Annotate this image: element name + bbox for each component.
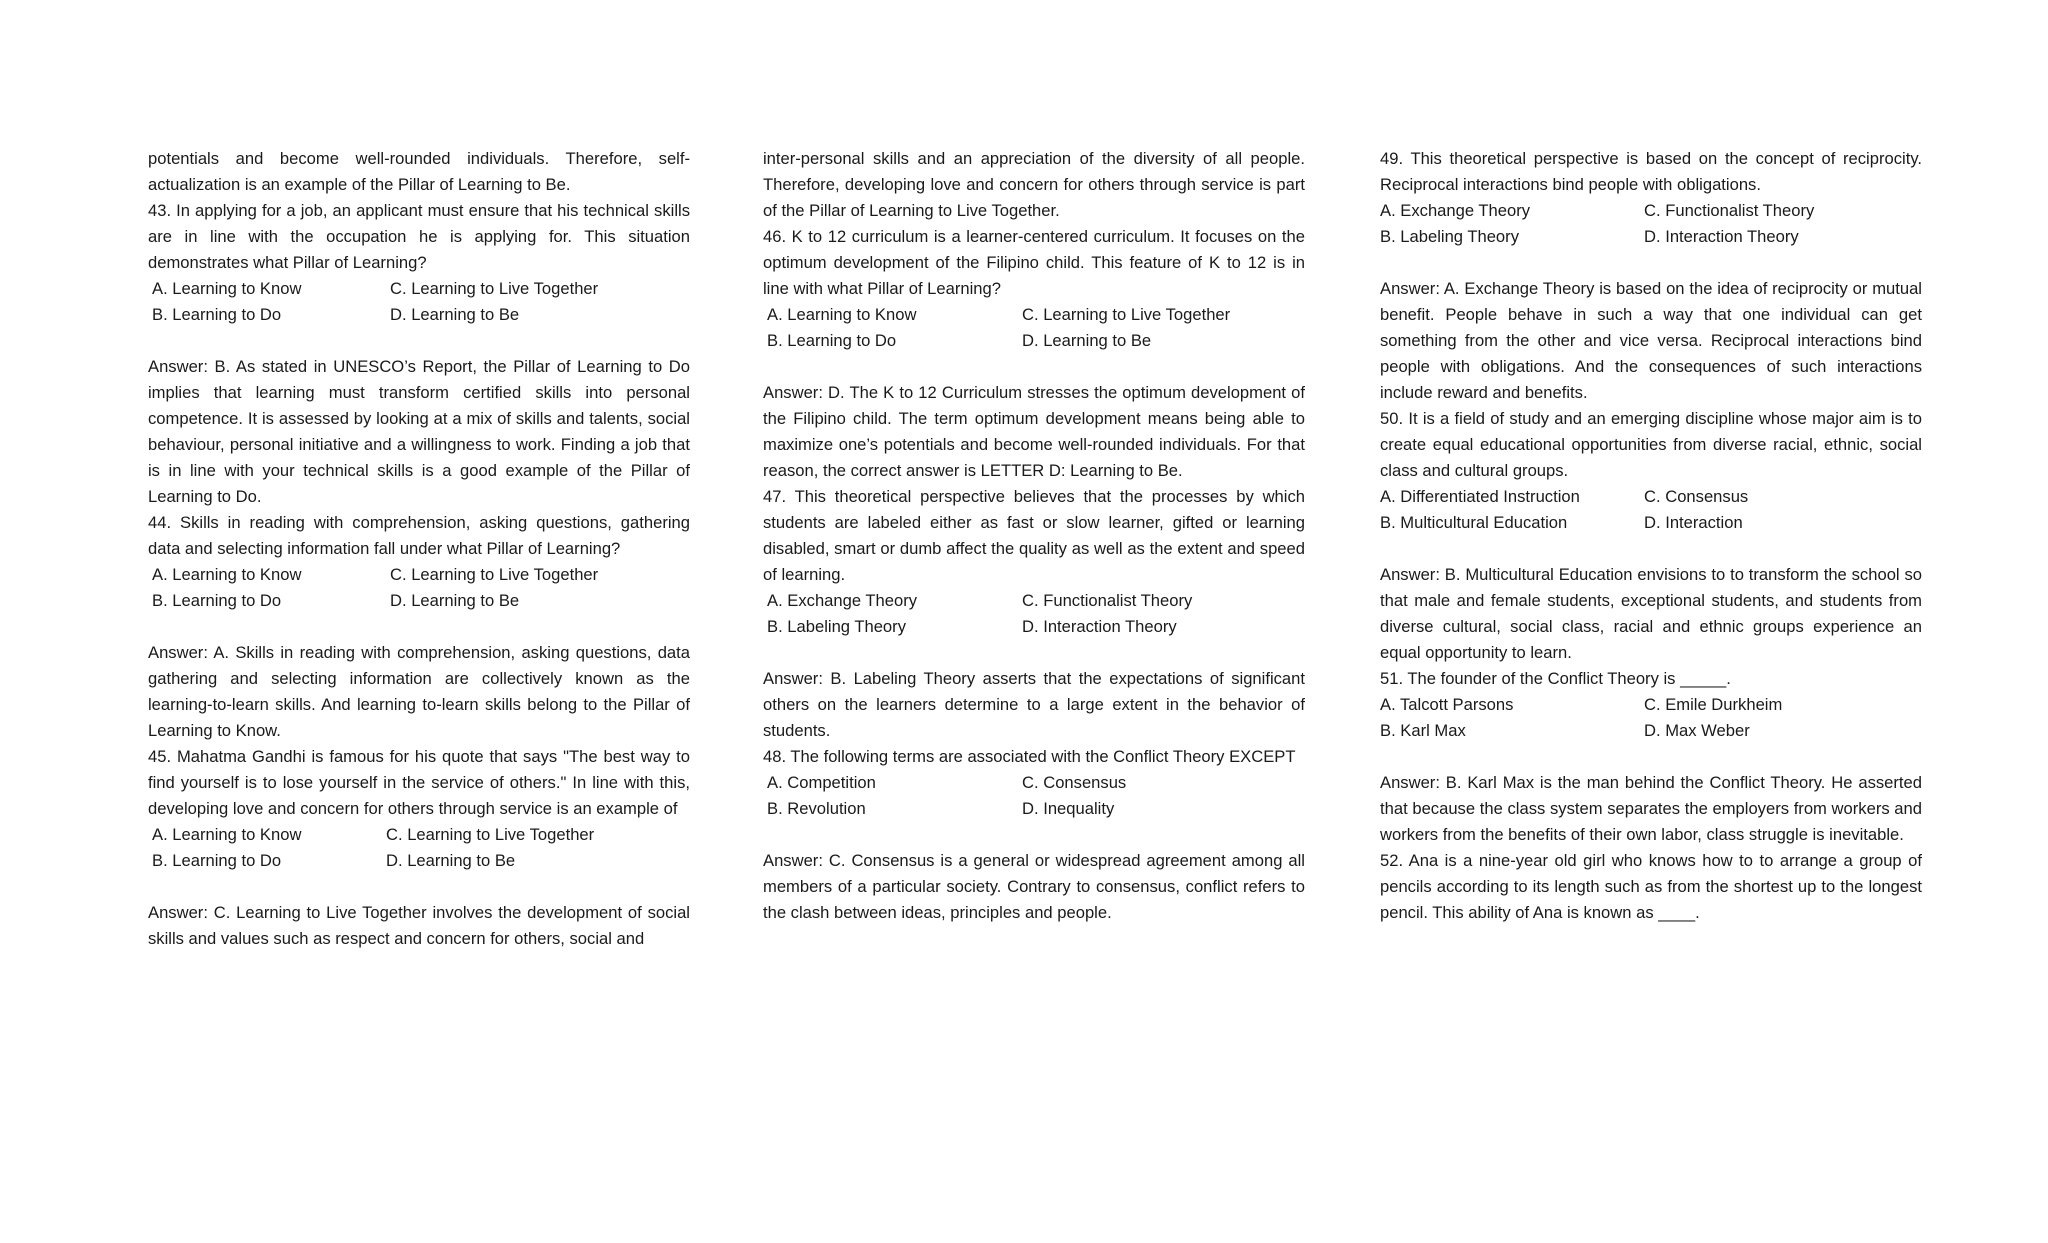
choice-c: C. Learning to Live Together: [1022, 305, 1231, 324]
choice-b: B. Learning to Do: [152, 851, 282, 870]
choice-a: A. Learning to Know: [767, 305, 917, 324]
question-50: 50. It is a field of study and an emerging discipline whose major aim is to create equal educational opportunities from diverse racial, ethnic, social class and cultural groups.: [1380, 409, 1922, 480]
text-column-1: [148, 146, 690, 952]
answer-49: Answer: A. Exchange Theory is based on the idea of reciprocity or mutual benefit. People behave in such a way that one individual can get something from the other and vice versa. Reciprocal interactions bind people with obligations. And the consequences of such interactions include reward and benefits.: [1380, 279, 1922, 402]
question-46: 46. K to 12 curriculum is a learner-centered curriculum. It focuses on the optimum development of the Filipino child. This feature of K to 12 is in line with what Pillar of Learning?: [763, 227, 1305, 298]
answer-46: Answer: D. The K to 12 Curriculum stresses the optimum development of the Filipino child. The term optimum development means being able to maximize one’s potentials and become well-rounded individuals. For that reason, the correct answer is LETTER D: Learning to Be.: [763, 383, 1305, 480]
answer-choices: [148, 276, 690, 328]
answer-choices: [1380, 484, 1922, 536]
choice-a: A. Exchange Theory: [767, 591, 918, 610]
choice-b: B. Labeling Theory: [767, 617, 906, 636]
choice-b: B. Labeling Theory: [1380, 227, 1519, 246]
choice-c: C. Emile Durkheim: [1644, 695, 1783, 714]
choice-b: B. Learning to Do: [152, 591, 282, 610]
choice-c: C. Functionalist Theory: [1644, 201, 1815, 220]
answer-choices: [763, 302, 1305, 354]
choice-b: B. Multicultural Education: [1380, 513, 1568, 532]
question-45: 45. Mahatma Gandhi is famous for his quote that says "The best way to find yourself is to lose yourself in the service of others." In line with this, developing love and concern for others through service is an example of: [148, 747, 690, 818]
choice-a: A. Learning to Know: [152, 825, 302, 844]
answer-48: Answer: C. Consensus is a general or widespread agreement among all members of a particular society. Contrary to consensus, conflict refers to the clash between ideas, principles and people.: [763, 851, 1305, 922]
choice-b: B. Learning to Do: [767, 331, 897, 350]
answer-43: Answer: B. As stated in UNESCO’s Report, the Pillar of Learning to Do implies that learning must transform certified skills into personal competence. It is assessed by looking at a mix of skills and talents, social behaviour, personal initiative and a willingness to work. Finding a job that is in line with your technical skills is a good example of the Pillar of Learning to Do.: [148, 357, 690, 506]
answer-45: Answer: C. Learning to Live Together involves the development of social skills and values such as respect and concern for others, social and: [148, 903, 690, 948]
choice-b: B. Learning to Do: [152, 305, 282, 324]
choice-c: C. Consensus: [1644, 487, 1749, 506]
question-43: 43. In applying for a job, an applicant must ensure that his technical skills are in line with the occupation he is applying for. This situation demonstrates what Pillar of Learning?: [148, 201, 690, 272]
answer-choices: [1380, 692, 1922, 744]
choice-c: C. Functionalist Theory: [1022, 591, 1193, 610]
answer-51: Answer: B. Karl Max is the man behind the Conflict Theory. He asserted that because the class system separates the employers from workers and workers from the benefits of their own labor, class struggle is inevitable.: [1380, 773, 1922, 844]
choice-c: C. Learning to Live Together: [390, 565, 599, 584]
paragraph: potentials and become well-rounded individuals. Therefore, self-actualization is an example of the Pillar of Learning to Be.: [148, 149, 690, 194]
answer-choices: [148, 822, 690, 874]
question-48: 48. The following terms are associated with the Conflict Theory EXCEPT: [763, 747, 1296, 766]
choice-c: C. Learning to Live Together: [390, 279, 599, 298]
answer-choices: [763, 770, 1305, 822]
answer-choices: [1380, 198, 1922, 250]
answer-50: Answer: B. Multicultural Education envisions to to transform the school so that male and female students, exceptional students, and students from diverse cultural, social class, racial and ethnic groups experience an equal opportunity to learn.: [1380, 565, 1922, 662]
answer-choices: [763, 588, 1305, 640]
answer-choices: [148, 562, 690, 614]
choice-d: D. Max Weber: [1644, 721, 1750, 740]
choice-a: A. Learning to Know: [152, 279, 302, 298]
choice-a: A. Competition: [767, 773, 876, 792]
choice-a: A. Learning to Know: [152, 565, 302, 584]
choice-c: C. Learning to Live Together: [386, 825, 595, 844]
question-49: 49. This theoretical perspective is based on the concept of reciprocity. Reciprocal interactions bind people with obligations.: [1380, 149, 1922, 194]
choice-d: D. Learning to Be: [386, 851, 516, 870]
choice-b: B. Revolution: [767, 799, 866, 818]
text-column-2: [763, 146, 1305, 926]
answer-47: Answer: B. Labeling Theory asserts that the expectations of significant others on the learners determine to a large extent in the behavior of students.: [763, 669, 1305, 740]
choice-d: D. Inequality: [1022, 799, 1115, 818]
choice-c: C. Consensus: [1022, 773, 1127, 792]
choice-d: D. Learning to Be: [390, 305, 520, 324]
question-44: 44. Skills in reading with comprehension, asking questions, gathering data and selecting information fall under what Pillar of Learning?: [148, 513, 690, 558]
answer-44: Answer: A. Skills in reading with comprehension, asking questions, data gathering and selecting information are collectively known as the learning-to-learn skills. And learning to-learn skills belong to the Pillar of Learning to Know.: [148, 643, 690, 740]
choice-b: B. Karl Max: [1380, 721, 1466, 740]
paragraph: inter-personal skills and an appreciation of the diversity of all people. Therefore, developing love and concern for others through service is part of the Pillar of Learning to Live Together.: [763, 149, 1305, 220]
choice-d: D. Learning to Be: [390, 591, 520, 610]
choice-d: D. Learning to Be: [1022, 331, 1152, 350]
choice-d: D. Interaction Theory: [1022, 617, 1177, 636]
choice-a: A. Exchange Theory: [1380, 201, 1531, 220]
choice-a: A. Talcott Parsons: [1380, 695, 1514, 714]
question-51: 51. The founder of the Conflict Theory is _____.: [1380, 669, 1731, 688]
text-column-3: [1380, 146, 1922, 926]
choice-a: A. Differentiated Instruction: [1380, 487, 1580, 506]
choice-d: D. Interaction Theory: [1644, 227, 1799, 246]
question-47: 47. This theoretical perspective believes that the processes by which students are labeled either as fast or slow learner, gifted or learning disabled, smart or dumb affect the quality as well as the extent and speed of learning.: [763, 487, 1305, 584]
question-52: 52. Ana is a nine-year old girl who knows how to to arrange a group of pencils according to its length such as from the shortest up to the longest pencil. This ability of Ana is known as ____.: [1380, 851, 1922, 922]
choice-d: D. Interaction: [1644, 513, 1743, 532]
